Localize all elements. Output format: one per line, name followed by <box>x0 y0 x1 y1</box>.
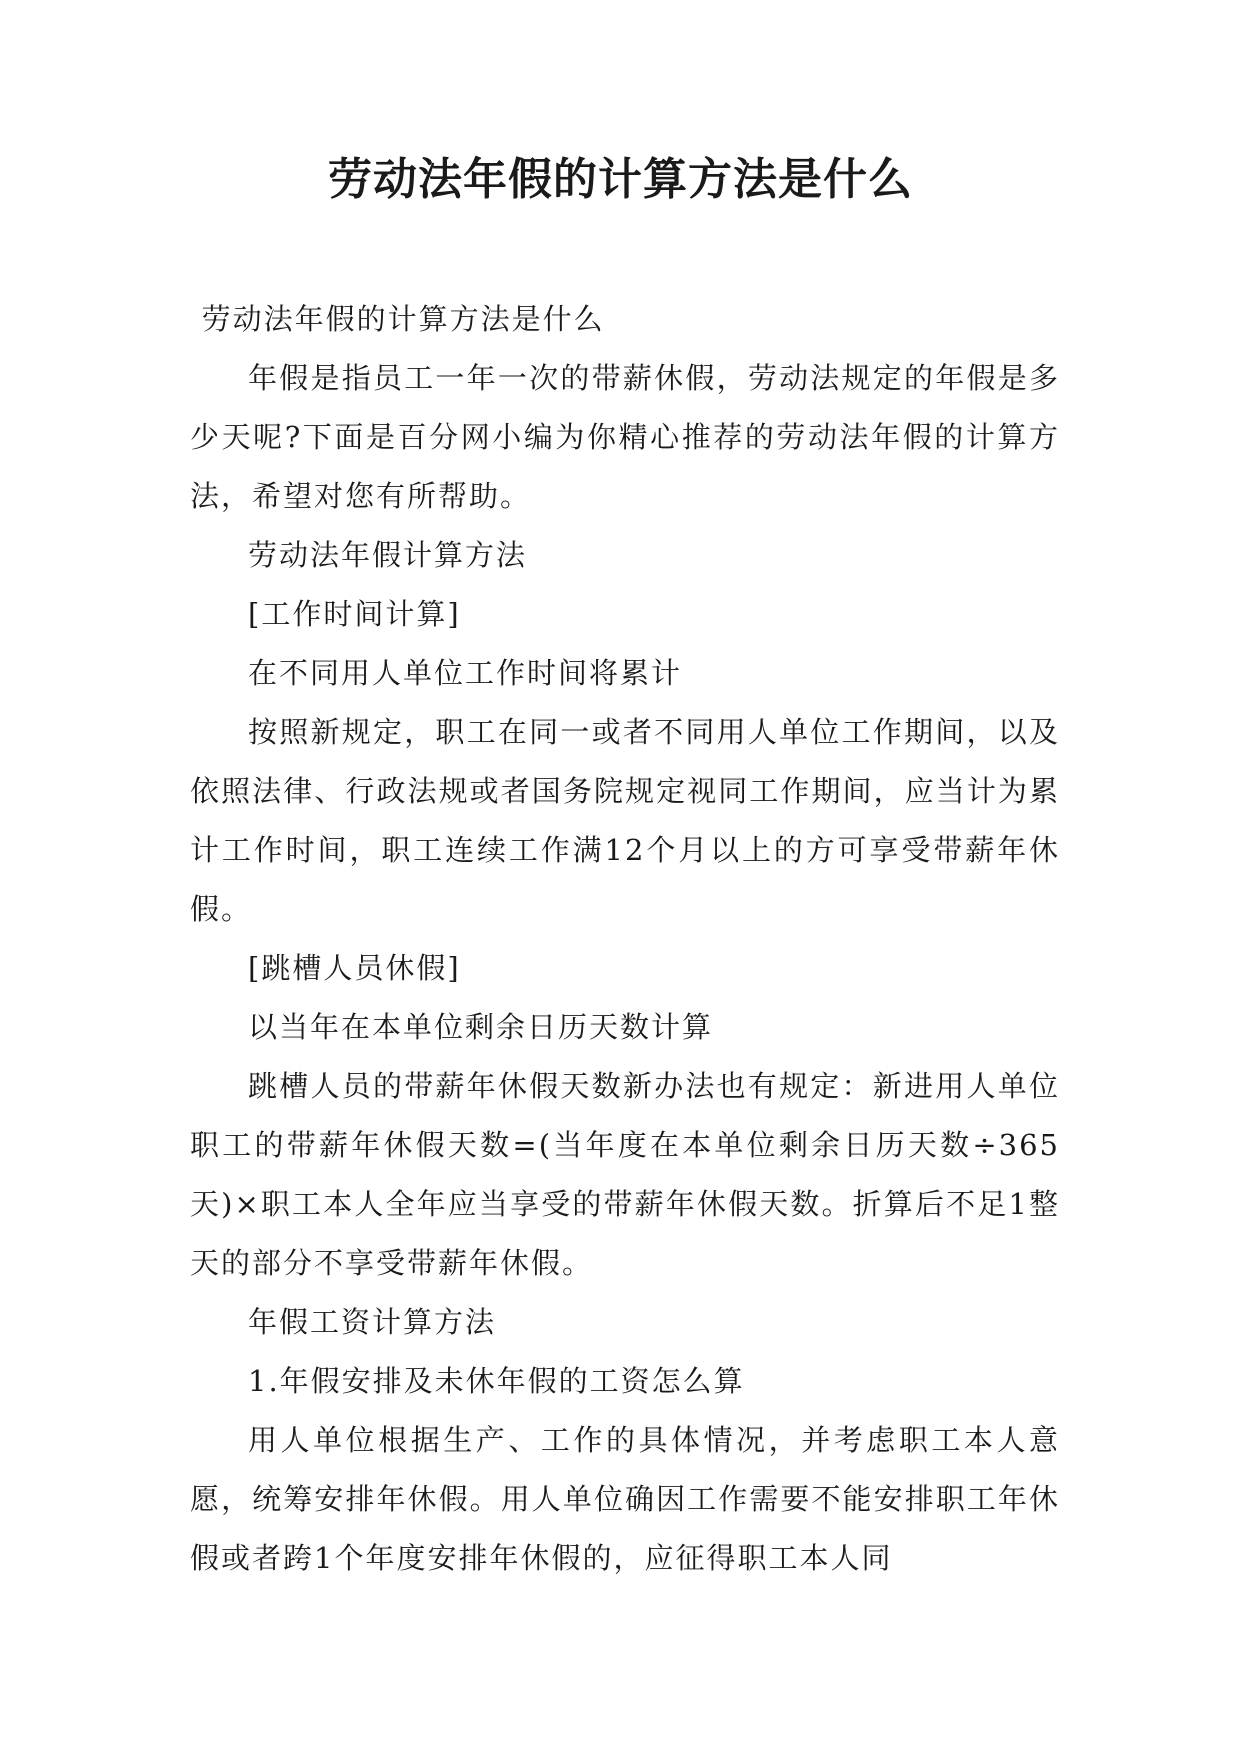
paragraph: 按照新规定，职工在同一或者不同用人单位工作期间，以及依照法律、行政法规或者国务院规定视同工作期间，应当计为累计工作时间，职工连续工作满12个月以上的方可享受带薪年休假。 <box>190 715 1060 926</box>
paragraph: 年假是指员工一年一次的带薪休假，劳动法规定的年假是多少天呢?下面是百分网小编为你精心推荐的劳动法年假的计算方法，希望对您有所帮助。 <box>190 361 1060 513</box>
section-heading: 劳动法年假计算方法 <box>248 538 528 572</box>
paragraph-subtitle: 劳动法年假的计算方法是什么 <box>201 302 605 336</box>
paragraph: 用人单位根据生产、工作的具体情况，并考虑职工本人意愿，统筹安排年休假。用人单位确因工作需要不能安排职工年休假或者跨1个年度安排年休假的，应征得职工本人同 <box>190 1423 1060 1575</box>
paragraph: 跳槽人员的带薪年休假天数新办法也有规定：新进用人单位职工的带薪年休假天数=(当年度在本单位剩余日历天数÷365天)×职工本人全年应当享受的带薪年休假天数。折算后不足1整天的部分不享受带薪年休假。 <box>190 1069 1060 1280</box>
document-title: 劳动法年假的计算方法是什么 <box>328 154 913 205</box>
section-heading: [工作时间计算] <box>248 597 461 631</box>
section-heading: [跳槽人员休假] <box>248 951 461 985</box>
document-body <box>190 290 1060 1588</box>
paragraph: 以当年在本单位剩余日历天数计算 <box>248 1010 714 1044</box>
section-heading: 年假工资计算方法 <box>248 1305 497 1339</box>
paragraph: 1.年假安排及未休年假的工资怎么算 <box>248 1364 745 1398</box>
paragraph: 在不同用人单位工作时间将累计 <box>248 656 683 690</box>
